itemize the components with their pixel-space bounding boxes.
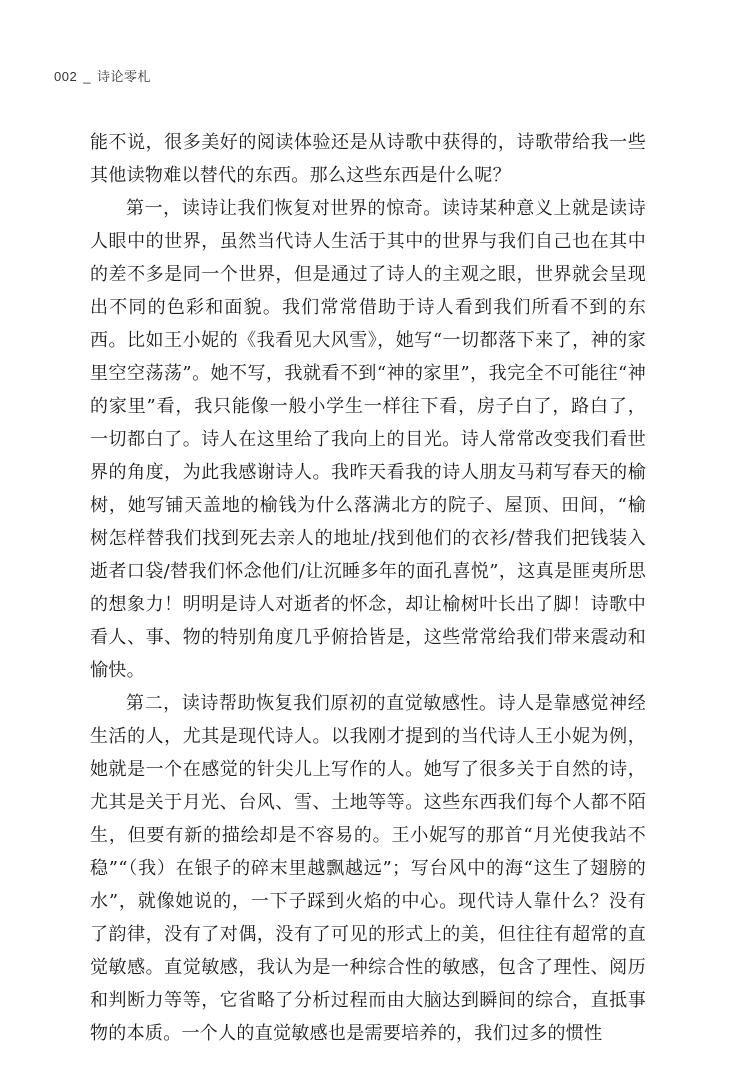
page-number: 002 <box>54 69 78 84</box>
running-header <box>54 66 151 85</box>
header-separator: _ <box>83 69 91 84</box>
body-text <box>90 126 646 1050</box>
paragraph-first-point: 第一，读诗让我们恢复对世界的惊奇。读诗某种意义上就是读诗人眼中的世界，虽然当代诗人生活于其中的世界与我们自己也在其中的差不多是同一个世界，但是通过了诗人的主观之眼，世界就会呈现出不同的色彩和面貌。我们常常借助于诗人看到我们所看不到的东西。比如王小妮的《我看见大风雪》，她写“一切都落下来了，神的家里空空荡荡”。她不写，我就看不到“神的家里”，我完全不可能往“神的家里”看，我只能像一般小学生一样往下看，房子白了，路白了，一切都白了。诗人在这里给了我向上的目光。诗人常常改变我们看世界的角度，为此我感谢诗人。我昨天看我的诗人朋友马莉写春天的榆树，她写铺天盖地的榆钱为什么落满北方的院子、屋顶、田间，“榆树怎样替我们找到死去亲人的地址/找到他们的衣衫/替我们把钱装入逝者口袋/替我们怀念他们/让沉睡多年的面孔喜悦”，这真是匪夷所思的想象力！明明是诗人对逝者的怀念，却让榆树叶长出了脚！诗歌中看人、事、物的特别角度几乎俯拾皆是，这些常常给我们带来震动和愉快。 <box>90 198 646 681</box>
paragraph-continued: 能不说，很多美好的阅读体验还是从诗歌中获得的，诗歌带给我一些其他读物难以替代的东西。那么这些东西是什么呢？ <box>90 132 646 186</box>
book-title: 诗论零札 <box>96 69 151 84</box>
paragraph-second-point: 第二，读诗帮助恢复我们原初的直觉敏感性。诗人是靠感觉神经生活的人，尤其是现代诗人。以我刚才提到的当代诗人王小妮为例，她就是一个在感觉的针尖儿上写作的人。她写了很多关于自然的诗，尤其是关于月光、台风、雪、土地等等。这些东西我们每个人都不陌生，但要有新的描绘却是不容易的。王小妮写的那首“月光使我站不稳”“（我）在银子的碎末里越飘越远”；写台风中的海“这生了翅膀的水”，就像她说的，一下子踩到火焰的中心。现代诗人靠什么？没有了韵律，没有了对偶，没有了可见的形式上的美，但往往有超常的直觉敏感。直觉敏感，我认为是一种综合性的敏感，包含了理性、阅历和判断力等等，它省略了分析过程而由大脑达到瞬间的综合，直抵事物的本质。一个人的直觉敏感也是需要培养的，我们过多的惯性 <box>90 693 646 1044</box>
